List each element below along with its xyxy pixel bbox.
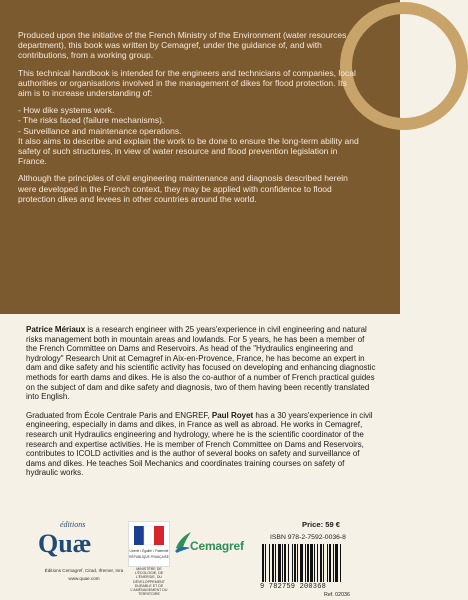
ministry-country: RÉPUBLIQUE FRANÇAISE [129, 555, 169, 559]
quae-url: www.quae.com [68, 576, 100, 581]
cemagref-logo [174, 530, 248, 556]
summary-panel [0, 0, 400, 314]
quae-logo [34, 520, 124, 600]
barcode-bar [284, 544, 286, 582]
barcode-number: 9 782759 200368 [260, 583, 327, 591]
ministry-motto: Liberté • Égalité • Fraternité [129, 549, 169, 553]
barcode-bar [333, 544, 334, 582]
barcode-bar [317, 544, 318, 582]
barcode-bar [307, 544, 309, 582]
summary-bullets [18, 105, 360, 136]
reference-number: Ref. 02036 [324, 592, 350, 598]
quae-name: Quæ [38, 529, 92, 558]
bio-prefix: Graduated from École Centrale Paris and ENGREF, [26, 410, 212, 420]
barcode-bar [327, 544, 328, 582]
barcode-bar [278, 544, 281, 582]
ministry-caption: MINISTÈRE DE L'ÉCOLOGIE, DE L'ÉNERGIE, DU DÉVELOPPEMENT DURABLE ET DE L'AMÉNAGEMENT DU TERRITOIRE [130, 567, 168, 597]
barcode-bar [294, 544, 296, 582]
summary-bullet-1: - How dike systems work. [18, 105, 115, 116]
barcode-bar [310, 544, 313, 582]
barcode-bar [269, 544, 270, 582]
summary-context: Although the principles of civil engineering maintenance and diagnosis described herein were developed in the French context, they may be applied with confidence to flood protection dikes and levees in other countries around the world. [18, 173, 348, 204]
barcode-bar [314, 544, 315, 582]
bio-meriaux [26, 325, 376, 402]
summary-text [18, 30, 360, 211]
barcode-bar [288, 544, 289, 582]
author-name: Patrice Mériaux [26, 325, 86, 334]
summary-bullet-3: - Surveillance and maintenance operations. [18, 125, 182, 136]
author-bios [26, 325, 376, 487]
barcode-bar [323, 544, 324, 582]
author-name: Paul Royet [211, 410, 254, 420]
barcode-bar [335, 544, 338, 582]
summary-handbook [18, 68, 360, 99]
summary-bullet-2: - The risks faced (failure mechanisms). [18, 115, 165, 126]
barcode-bar [297, 544, 298, 582]
summary-handbook-text: This technical handbook is intended for the engineers and technicians of companies, local authorities or organisations involved in the management of dikes for flood protection. Its aim is to increase understanding of: [18, 67, 356, 99]
barcode-bar [340, 544, 341, 582]
quae-partners: Éditions Cemagref, Cirad, Ifremer, Inra [44, 568, 124, 573]
price-label: Price: 59 € [302, 520, 340, 529]
barcode-bar [275, 544, 276, 582]
barcode-bar [262, 544, 264, 582]
barcode-bar [265, 544, 266, 582]
bio-royet [26, 411, 376, 478]
bio-text: has a 30 years'experience in civil engineering, especially in dams and dikes, in France as well as abroad. He works in Cemagref, research unit Hydraulics engineering and hydrology, where he is the scientific coordinator of the research and expertise activities. He is member of French Committee on Dams and Reservoirs, contributes to ICOLD activities and is the author of several books on safety and surveillance of dams and dikes. He teaches Soil Mechanics and coordinates training courses on safety of hydraulic works. [26, 410, 373, 478]
barcode-bar [300, 544, 303, 582]
summary-intro: Produced upon the initiative of the French Ministry of the Environment (water resources department), this book was written by Cemagref, under the guidance of, and with contributions, from a working group. [18, 30, 347, 61]
summary-aims: It also aims to describe and explain the work to be done to ensure the long-term ability and safety of such structures, in view of water resource and flood prevention legislation in France. [18, 135, 359, 167]
barcode-bar [292, 544, 293, 582]
barcode-graphic [260, 544, 376, 586]
isbn-label: ISBN 978-2-7592-0036-8 [270, 534, 346, 541]
ministry-logo [128, 521, 170, 567]
quae-editions-label: éditions [60, 520, 86, 529]
barcode-bar [282, 544, 283, 582]
barcode-bar [272, 544, 274, 582]
barcode-bar [329, 544, 331, 582]
barcode-bar [320, 544, 322, 582]
bio-text: is a research engineer with 25 years'experience in civil engineering and natural risks management both in mountain areas and lowlands. For 5 years, he has been a member of the French Committee on Dams and Reservoirs. As head of the "Hydraulics engineering and hydrology" Research Unit at Cemagref in Aix-en-Provence, France, he has become an expert in dam and dike safety and his scientific activity has focused on developing and enhancing diagnostic methods for earth dams and dikes. He is also the co-author of a number of French practical guides on the subject of dam and dike safety and diagnosis, two of them having been recently translated into English. [26, 325, 376, 402]
marianne-icon [129, 525, 169, 561]
barcode-bar [305, 544, 306, 582]
cemagref-name: Cemagref [190, 539, 244, 553]
